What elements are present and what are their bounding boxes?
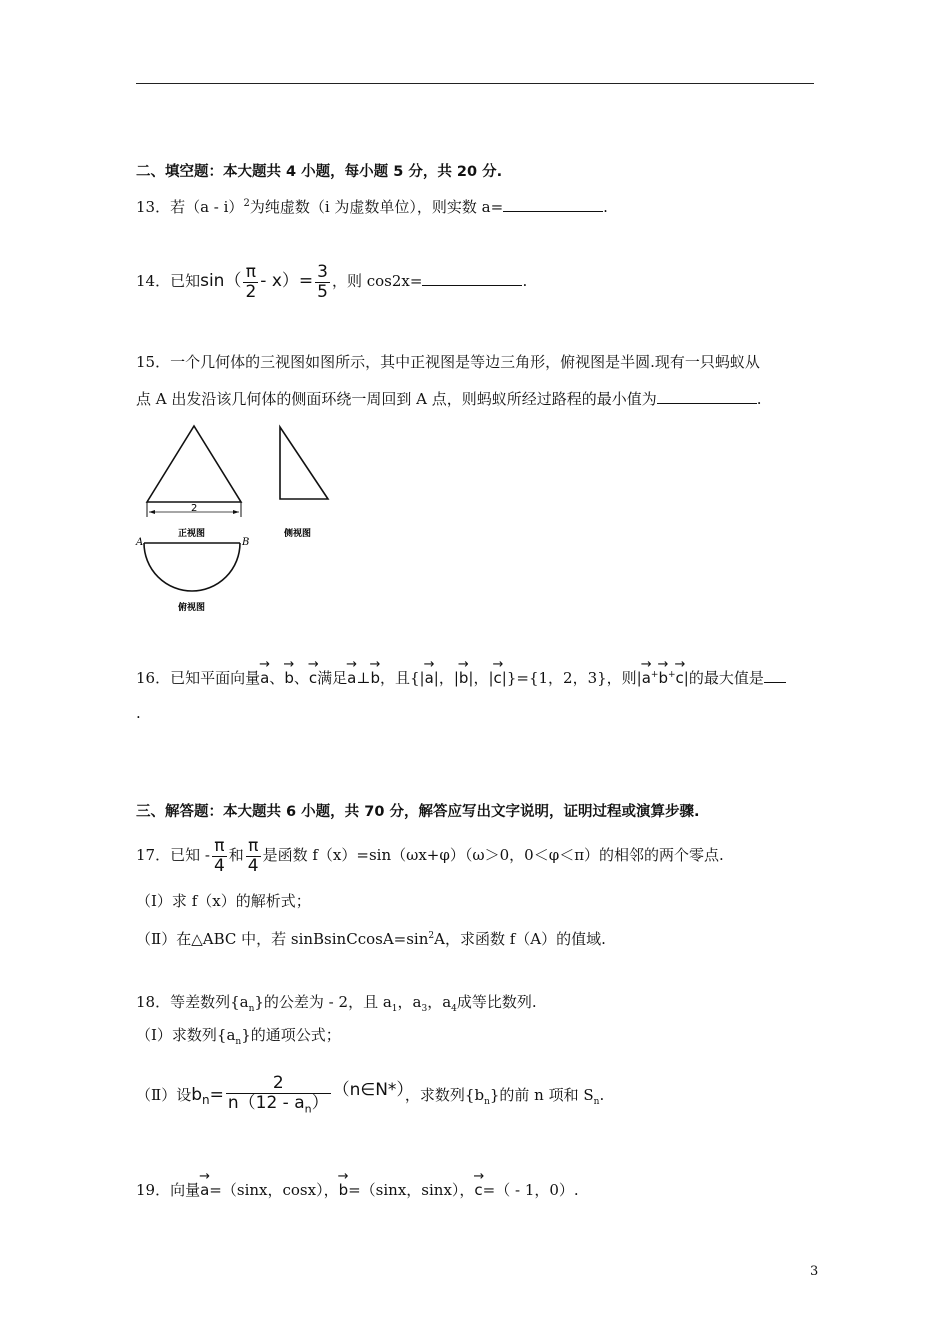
q17-four-2: 4 bbox=[247, 855, 259, 876]
q17-part2-exponent: 2 bbox=[428, 931, 435, 941]
q13-exponent: 2 bbox=[243, 198, 250, 209]
q18-part2-prefix: （Ⅱ）设 bbox=[136, 1086, 192, 1104]
question-13 bbox=[136, 194, 608, 217]
front-view-triangle bbox=[147, 426, 241, 502]
q14-prefix: 14．已知 bbox=[136, 272, 201, 290]
q16-vector-b: → b bbox=[284, 663, 294, 685]
q16-vector-c-3: → c bbox=[676, 663, 684, 685]
top-view-label: 俯视图 bbox=[178, 603, 206, 613]
dimension-arrow-right bbox=[233, 510, 239, 514]
q18-part1-a: （Ⅰ）求数列{a bbox=[136, 1026, 236, 1044]
q18-text-a: 18．等差数列{a bbox=[136, 993, 249, 1011]
question-18-part-1 bbox=[136, 1025, 341, 1052]
q16-vector-a-3: → a bbox=[425, 663, 434, 685]
q18-fraction bbox=[226, 1074, 331, 1118]
q16-sep-2: 、 bbox=[293, 669, 309, 687]
q14-fraction-pi-over-2 bbox=[243, 263, 258, 302]
side-view-triangle bbox=[280, 427, 328, 499]
question-16-line-2: . bbox=[136, 704, 141, 722]
q13-answer-blank bbox=[503, 197, 603, 212]
question-19 bbox=[136, 1175, 579, 1200]
q18-text-e: ，a bbox=[397, 993, 422, 1011]
q17-suffix: 是函数 f（x）=sin（ωx+φ）（ω＞0，0＜φ＜π）的相邻的两个零点. bbox=[262, 846, 724, 864]
q18-condition: （n∈N*） bbox=[332, 1080, 405, 1100]
q14-suffix: ，则 cos2x= bbox=[331, 272, 423, 290]
q18-suffix-d: n bbox=[593, 1097, 600, 1107]
q16-sep-1: 、 bbox=[269, 669, 285, 687]
q14-pi: π bbox=[245, 261, 256, 282]
q17-pi-1: π bbox=[214, 835, 225, 856]
q19-c-value: =（ - 1，0）. bbox=[482, 1181, 579, 1199]
point-b-label: B bbox=[242, 537, 250, 548]
q14-five: 5 bbox=[317, 281, 328, 302]
q18-part1-sub: n bbox=[235, 1037, 242, 1047]
q14-three: 3 bbox=[317, 261, 328, 282]
q16-vector-a: → a bbox=[260, 663, 269, 685]
q13-end: . bbox=[603, 198, 608, 216]
top-view-semicircle bbox=[144, 543, 240, 591]
q17-prefix: 17．已知 - bbox=[136, 846, 210, 864]
q19-vector-a: → a bbox=[200, 1175, 209, 1197]
q16-vector-c: → c bbox=[309, 663, 317, 685]
section-2-heading: 二、填空题：本大题共 4 小题，每小题 5 分，共 20 分. bbox=[136, 164, 503, 180]
q17-part2-a: （Ⅱ）在△ABC 中，若 sinBsinCcosA=sin bbox=[136, 930, 429, 948]
q16-bar-comma-1: |，| bbox=[433, 669, 459, 687]
question-18 bbox=[136, 992, 537, 1019]
q18-text-c: }的公差为 - 2，且 a bbox=[254, 993, 392, 1011]
question-17 bbox=[136, 832, 724, 878]
q16-answer-blank bbox=[764, 668, 786, 683]
q14-end: . bbox=[522, 272, 528, 290]
q18-suffix-b: n bbox=[484, 1097, 490, 1107]
q18-sub-4: 4 bbox=[451, 1004, 457, 1014]
side-view-label: 侧视图 bbox=[284, 529, 312, 539]
q15-end: . bbox=[756, 390, 762, 408]
header-rule bbox=[136, 83, 814, 84]
q18-sub-1: 1 bbox=[391, 1004, 398, 1014]
q13-suffix: 为纯虚数（i 为虚数单位），则实数 a= bbox=[249, 198, 504, 216]
q18-text-i: 成等比数列. bbox=[456, 993, 537, 1011]
q16-prefix: 16．已知平面向量 bbox=[136, 669, 261, 687]
dimension-label: 2 bbox=[191, 503, 198, 514]
q18-den-text: n（12 - a bbox=[227, 1092, 305, 1113]
q18-numerator: 2 bbox=[272, 1072, 284, 1093]
q15-line2-text: 点 A 出发沿该几何体的侧面环绕一周回到 A 点，则蚂蚁所经过路程的最小值为 bbox=[136, 390, 657, 408]
q18-den-end: ） bbox=[311, 1092, 329, 1113]
q18-suffix-a: ，求数列{b bbox=[404, 1086, 485, 1104]
q16-bar-comma-2: |，| bbox=[468, 669, 494, 687]
question-17-part-2 bbox=[136, 926, 606, 949]
q18-denominator bbox=[226, 1093, 331, 1118]
question-17-part-1: （Ⅰ）求 f（x）的解析式； bbox=[136, 892, 311, 910]
q16-perp: ⊥ bbox=[356, 669, 371, 687]
page-number: 3 bbox=[810, 1264, 819, 1279]
q17-part2-b: A，求函数 f（A）的值域. bbox=[434, 930, 606, 948]
q18-part1-c: }的通项公式； bbox=[241, 1026, 341, 1044]
q14-answer-blank bbox=[422, 271, 522, 286]
q16-set-end: |}={1，2，3}，则| bbox=[501, 669, 642, 687]
q17-four-1: 4 bbox=[213, 855, 225, 876]
q15-answer-blank bbox=[657, 389, 757, 404]
q19-vector-c: → c bbox=[474, 1175, 482, 1197]
question-15-line-2 bbox=[136, 389, 762, 409]
q14-two: 2 bbox=[245, 281, 257, 302]
q18-suffix-e: . bbox=[599, 1086, 605, 1104]
q16-vector-b-4: → b bbox=[658, 663, 668, 685]
q18-sub-3: 3 bbox=[421, 1004, 428, 1014]
section-3-heading: 三、解答题：本大题共 6 小题，共 70 分，解答应写出文字说明，证明过程或演算步骤. bbox=[136, 804, 700, 820]
q16-plus-1: + bbox=[650, 670, 659, 680]
q16-vector-a-2: → a bbox=[347, 663, 356, 685]
q14-sin: sin（ bbox=[200, 271, 242, 291]
q16-vector-b-2: → b bbox=[370, 663, 380, 685]
three-view-figure bbox=[134, 420, 344, 620]
q18-sub-n: n bbox=[248, 1004, 255, 1014]
q17-fraction-2 bbox=[246, 837, 261, 876]
q16-vector-b-3: → b bbox=[459, 663, 469, 685]
q14-fraction-3-over-5 bbox=[315, 263, 330, 302]
q17-and: 和 bbox=[228, 846, 244, 864]
q18-b: b bbox=[191, 1085, 202, 1105]
q16-and: ，且{| bbox=[379, 669, 425, 687]
q18-eq: = bbox=[209, 1085, 224, 1105]
q19-a-value: =（sinx，cosx）， bbox=[209, 1181, 339, 1199]
q17-fraction-1 bbox=[212, 837, 227, 876]
q19-vector-b: → b bbox=[339, 1175, 349, 1197]
question-14 bbox=[136, 258, 527, 304]
q16-satisfy: 满足 bbox=[317, 669, 348, 687]
q18-b-sub: n bbox=[202, 1093, 210, 1107]
q18-text-g: ，a bbox=[427, 993, 452, 1011]
q18-den-sub: n bbox=[304, 1102, 312, 1116]
q13-prefix: 13．若（a - i） bbox=[136, 198, 244, 216]
point-a-label: A bbox=[136, 537, 144, 548]
q16-vector-c-2: → c bbox=[494, 663, 502, 685]
dimension-arrow-left bbox=[149, 510, 155, 514]
q16-tail: |的最大值是 bbox=[683, 669, 764, 687]
front-view-label: 正视图 bbox=[178, 529, 206, 539]
q19-prefix: 19．向量 bbox=[136, 1181, 201, 1199]
question-16 bbox=[136, 663, 786, 688]
q14-minus-x: - x）= bbox=[260, 271, 314, 291]
q16-vector-a-4: → a bbox=[642, 663, 651, 685]
q16-plus-2: + bbox=[668, 670, 676, 680]
question-15-line-1: 15．一个几何体的三视图如图所示，其中正视图是等边三角形，俯视图是半圆.现有一只蚂蚁从 bbox=[136, 353, 760, 371]
question-18-part-2 bbox=[136, 1066, 604, 1126]
q18-suffix-c: }的前 n 项和 S bbox=[489, 1086, 594, 1104]
q19-b-value: =（sinx，sinx）， bbox=[348, 1181, 475, 1199]
q17-pi-2: π bbox=[248, 835, 259, 856]
